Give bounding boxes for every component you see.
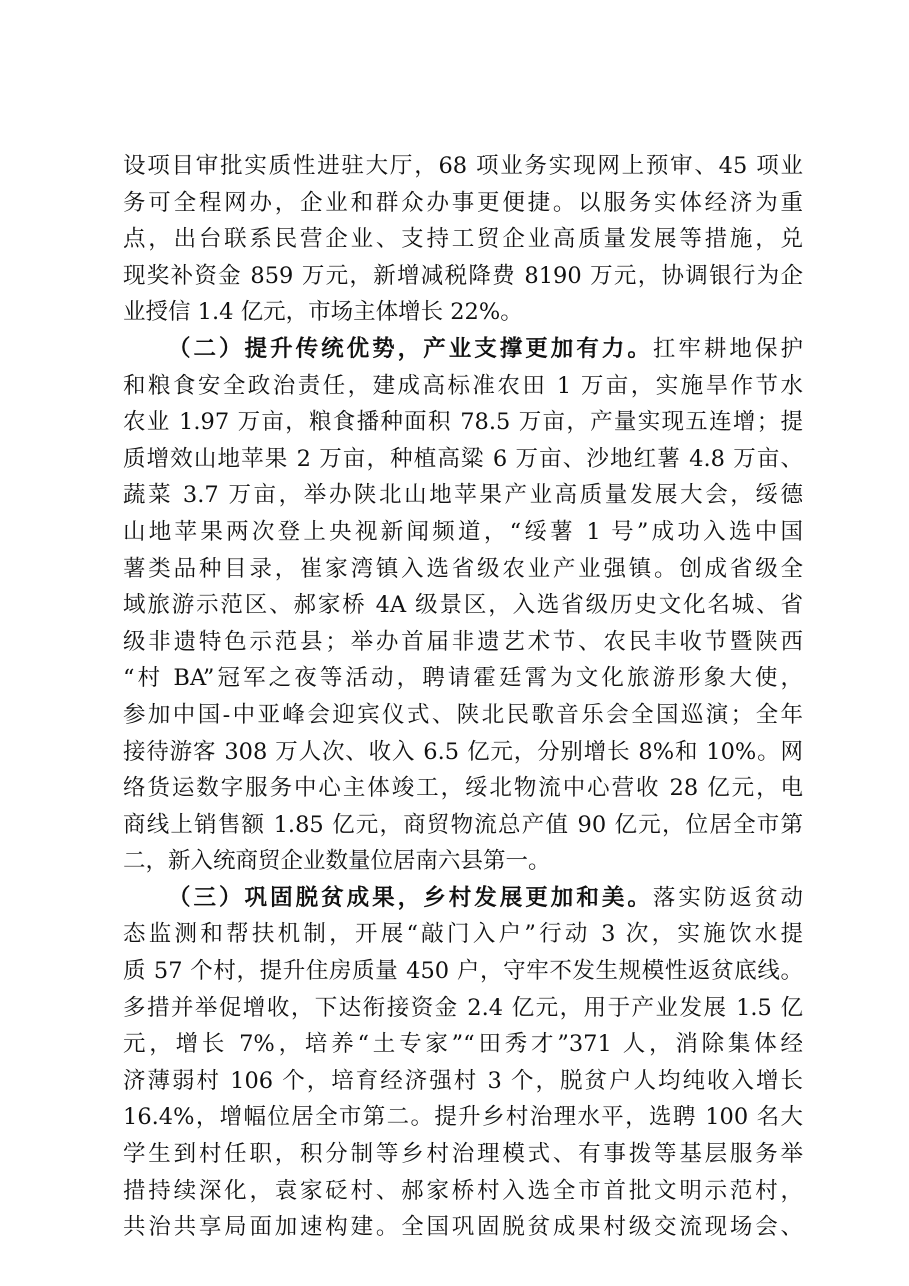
paragraph-3-line-6: 济薄弱村 106 个，培育经济强村 3 个，脱贫户人均纯收入增长 bbox=[123, 1067, 803, 1094]
paragraph-2-line-11: 参加中国-中亚峰会迎宾仪式、陕北民歌音乐会全国巡演；全年 bbox=[123, 701, 803, 728]
paragraph-2-line-12: 接待游客 308 万人次、收入 6.5 亿元，分别增长 8%和 10%。网 bbox=[123, 738, 803, 765]
paragraph-3-line-2: 态监测和帮扶机制，开展“敲门入户”行动 3 次，实施饮水提 bbox=[123, 921, 803, 948]
paragraph-3-line-4: 多措并举促增收，下达衔接资金 2.4 亿元，用于产业发展 1.5 亿 bbox=[123, 994, 803, 1021]
paragraph-1-line-3: 点，出台联系民营企业、支持工贸企业高质量发展等措施，兑 bbox=[123, 226, 803, 253]
paragraph-1-line-4: 现奖补资金 859 万元，新增减税降费 8190 万元，协调银行为企 bbox=[123, 262, 803, 289]
paragraph-2-line-5: 蔬菜 3.7 万亩，举办陕北山地苹果产业高质量发展大会，绥德 bbox=[123, 482, 803, 509]
paragraph-2-line-13: 络货运数字服务中心主体竣工，绥北物流中心营收 28 亿元，电 bbox=[123, 775, 803, 802]
paragraph-2-line-1 bbox=[123, 331, 803, 368]
paragraph-2-line-3: 农业 1.97 万亩，粮食播种面积 78.5 万亩，产量实现五连增；提 bbox=[123, 409, 803, 436]
paragraph-2-line-8: 域旅游示范区、郝家桥 4A 级景区，入选省级历史文化名城、省 bbox=[123, 592, 803, 619]
paragraph-2-line-6: 山地苹果两次登上央视新闻频道，“绥薯 1 号”成功入选中国 bbox=[123, 518, 803, 545]
document-body bbox=[123, 148, 803, 1246]
paragraph-3-line-1-text: 落实防返贫动 bbox=[652, 884, 803, 911]
paragraph-1-line-1: 设项目审批实质性进驻大厅，68 项业务实现网上预审、45 项业 bbox=[123, 153, 803, 179]
paragraph-2-line-4: 质增效山地苹果 2 万亩，种植高粱 6 万亩、沙地红薯 4.8 万亩、 bbox=[123, 445, 803, 472]
paragraph-2-line-10: “村 BA”冠军之夜等活动，聘请霍廷霄为文化旅游形象大使， bbox=[123, 665, 803, 692]
paragraph-2-line-7: 薯类品种目录，崔家湾镇入选省级农业产业强镇。创成省级全 bbox=[123, 555, 803, 582]
paragraph-2-line-2: 和粮食安全政治责任，建成高标准农田 1 万亩，实施旱作节水 bbox=[123, 372, 803, 399]
paragraph-3-line-8: 学生到村任职，积分制等乡村治理模式、有事拨等基层服务举 bbox=[123, 1141, 803, 1168]
paragraph-1-line-2: 务可全程网办，企业和群众办事更便捷。以服务实体经济为重 bbox=[123, 189, 803, 216]
paragraph-3-line-5: 元，增长 7%，培养“土专家”“田秀才”371 人，消除集体经 bbox=[123, 1031, 803, 1058]
paragraph-3-line-1 bbox=[123, 880, 803, 917]
paragraph-3-line-7: 16.4%，增幅位居全市第二。提升乡村治理水平，选聘 100 名大 bbox=[123, 1104, 803, 1131]
section-3-heading: （三）巩固脱贫成果，乡村发展更加和美。 bbox=[168, 884, 653, 911]
paragraph-3-line-9: 措持续深化，袁家砭村、郝家桥村入选全市首批文明示范村， bbox=[123, 1177, 803, 1204]
paragraph-2-line-9: 级非遗特色示范县；举办首届非遗艺术节、农民丰收节暨陕西 bbox=[123, 628, 803, 655]
paragraph-3-line-3: 质 57 个村，提升住房质量 450 户，守牢不发生规模性返贫底线。 bbox=[123, 958, 803, 985]
paragraph-2-line-14: 商线上销售额 1.85 亿元，商贸物流总产值 90 亿元，位居全市第 bbox=[123, 811, 803, 838]
paragraph-2-line-15: 二，新入统商贸企业数量位居南六县第一。 bbox=[123, 848, 551, 875]
paragraph-1-line-5: 业授信 1.4 亿元，市场主体增长 22%。 bbox=[123, 299, 523, 326]
paragraph-3-line-10: 共治共享局面加速构建。全国巩固脱贫成果村级交流现场会、 bbox=[123, 1214, 803, 1241]
paragraph-2-line-1-text: 扛牢耕地保护 bbox=[652, 335, 803, 362]
section-2-heading: （二）提升传统优势，产业支撑更加有力。 bbox=[168, 335, 653, 362]
